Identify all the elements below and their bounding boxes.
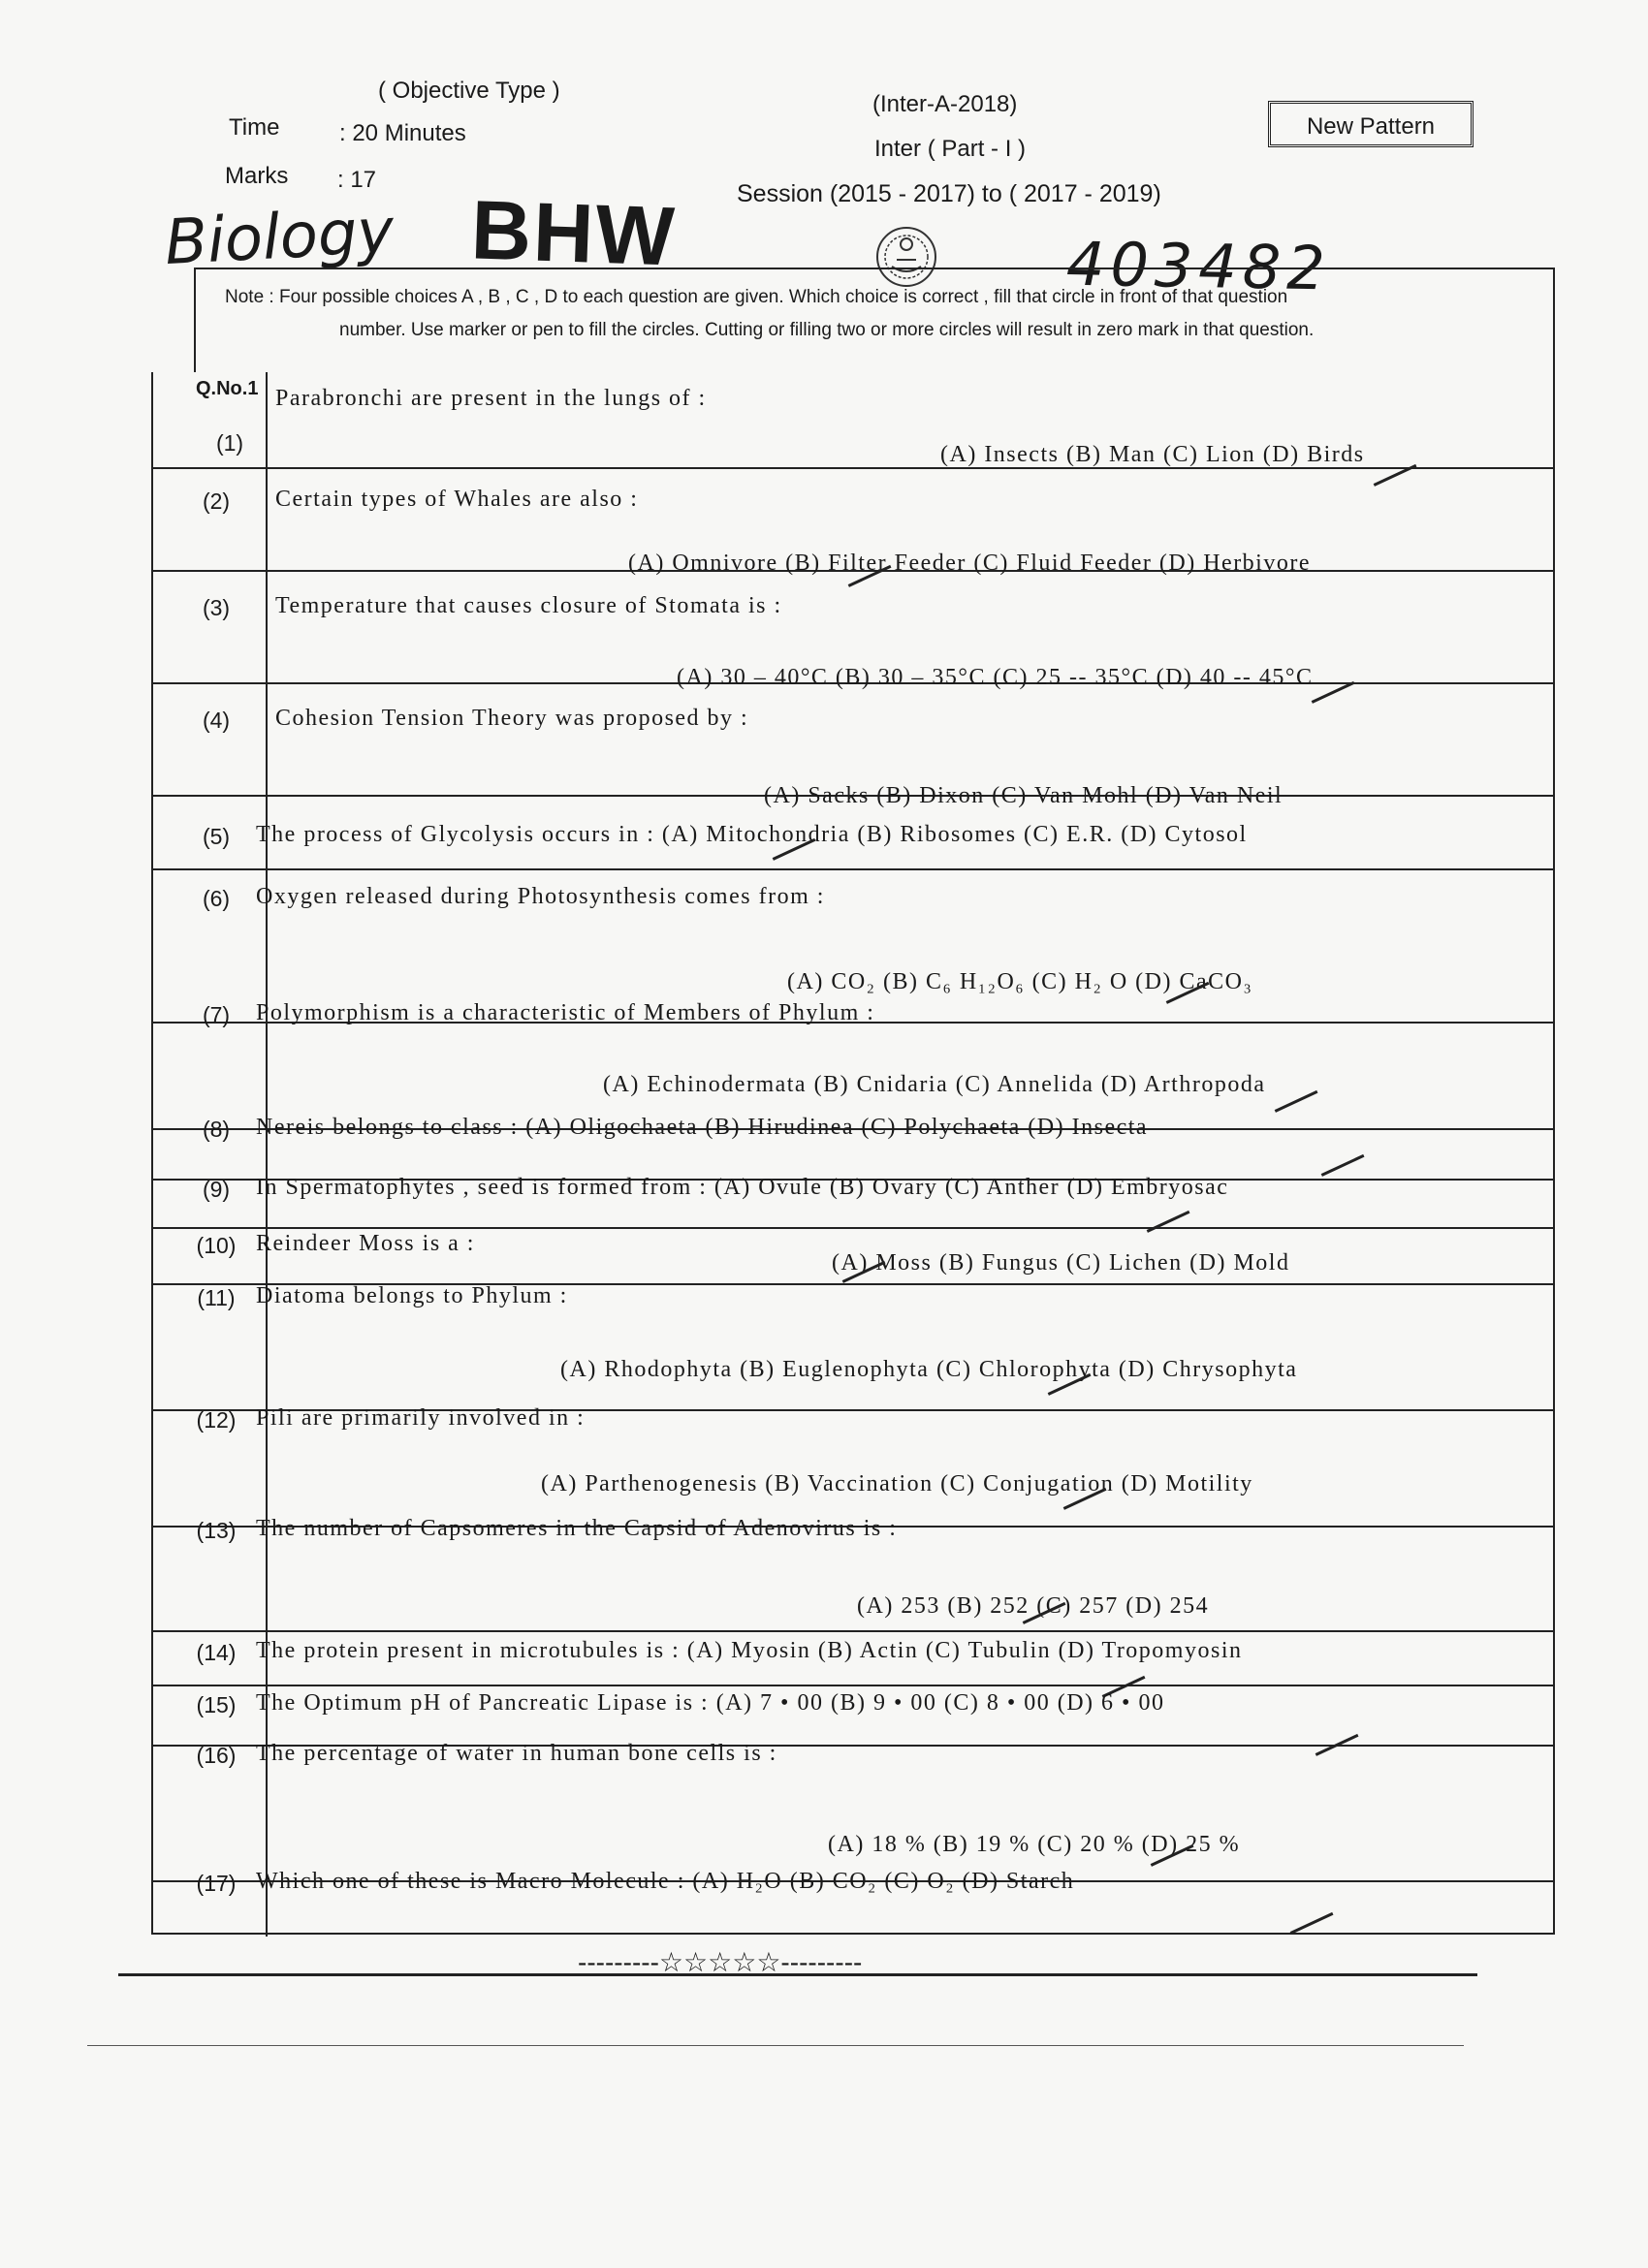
- handwritten-subject: Biology: [163, 195, 396, 280]
- question-options: (A) Rhodophyta (B) Euglenophyta (C) Chlorophyta (D) Chrysophyta: [560, 1357, 1298, 1382]
- question-options: (A) Insects (B) Man (C) Lion (D) Birds: [940, 442, 1365, 467]
- exam-part: Inter ( Part - I ): [874, 136, 1027, 162]
- question-number: (16): [196, 1743, 237, 1768]
- question-number: (13): [196, 1518, 237, 1543]
- question-stem: The percentage of water in human bone cells is :: [256, 1741, 777, 1766]
- question-number: (3): [202, 595, 231, 620]
- question-stem: The Optimum pH of Pancreatic Lipase is : (A) 7 • 00 (B) 9 • 00 (C) 8 • 00 (D) 6 • 00: [256, 1690, 1165, 1716]
- question-options: (A) 253 (B) 252 (C) 257 (D) 254: [857, 1593, 1210, 1619]
- divider: [118, 1973, 1477, 1976]
- new-pattern-badge: New Pattern: [1268, 101, 1474, 147]
- question-number: (7): [202, 1002, 231, 1027]
- paper-type: ( Objective Type ): [378, 78, 560, 104]
- question-number: (6): [202, 886, 231, 911]
- question-stem: Polymorphism is a characteristic of Members of Phylum :: [256, 1000, 875, 1025]
- question-row: [151, 684, 1555, 797]
- question-number: (11): [197, 1285, 236, 1310]
- question-stem: Temperature that causes closure of Stomata is :: [275, 593, 782, 618]
- question-stem: Diatoma belongs to Phylum :: [256, 1283, 568, 1308]
- question-options: (A) Sacks (B) Dixon (C) Van Mohl (D) Van Neil: [764, 783, 1284, 808]
- exam-code: (Inter-A-2018): [872, 91, 1018, 117]
- question-row: [151, 1528, 1555, 1632]
- marks-value: : 17: [337, 167, 377, 193]
- end-marker: ---------☆☆☆☆☆---------: [578, 1947, 863, 1977]
- question-options: (A) CO₂ (B) C₆ H₁₂O₆ (C) H₂ O (D) CaCO₃: [787, 969, 1253, 994]
- question-number: (8): [202, 1117, 231, 1142]
- question-row: [151, 1747, 1555, 1882]
- question-stem: Parabronchi are present in the lungs of :: [275, 386, 707, 411]
- question-options: (A) Parthenogenesis (B) Vaccination (C) Conjugation (D) Motility: [541, 1471, 1253, 1496]
- question-stem: Pili are primarily involved in :: [256, 1405, 586, 1431]
- time-label: Time: [229, 114, 280, 141]
- question-stem: The process of Glycolysis occurs in : (A) Mitochondria (B) Ribosomes (C) E.R. (D) Cytosol: [256, 822, 1248, 847]
- time-value: : 20 Minutes: [339, 120, 466, 146]
- marks-label: Marks: [225, 163, 289, 189]
- question-options: (A) Omnivore (B) Filter Feeder (C) Fluid Feeder (D) Herbivore: [628, 551, 1311, 576]
- question-number: (2): [202, 488, 231, 514]
- handwritten-code: BHW: [469, 183, 679, 284]
- question-number: (14): [196, 1640, 237, 1665]
- question-number: (9): [202, 1177, 231, 1202]
- question-number: (5): [202, 824, 231, 849]
- question-number: (12): [196, 1407, 237, 1433]
- note-line-2: number. Use marker or pen to fill the circles. Cutting or filling two or more circles will result in zero mark in that question.: [339, 320, 1315, 340]
- question-stem: Which one of these is Macro Molecule : (A) H₂O (B) CO₂ (C) O₂ (D) Starch: [256, 1869, 1075, 1894]
- question-options: (A) Echinodermata (B) Cnidaria (C) Annelida (D) Arthropoda: [603, 1072, 1266, 1097]
- question-number: (1): [215, 430, 244, 456]
- question-number: (10): [196, 1233, 237, 1258]
- question-stem: Cohesion Tension Theory was proposed by :: [275, 706, 749, 731]
- question-stem: In Spermatophytes , seed is formed from : (A) Ovule (B) Ovary (C) Anther (D) Embryosac: [256, 1175, 1229, 1200]
- divider: [87, 2045, 1464, 2046]
- question-options: (A) 18 % (B) 19 % (C) 20 % (D) 25 %: [828, 1832, 1241, 1857]
- question-stem: Reindeer Moss is a :: [256, 1231, 475, 1256]
- question-options: (A) 30 – 40°C (B) 30 – 35°C (C) 25 -- 35°C (D) 40 -- 45°C: [677, 665, 1314, 690]
- question-stem: Nereis belongs to class : (A) Oligochaeta (B) Hirudinea (C) Polychaeta (D) Insecta: [256, 1115, 1149, 1140]
- question-number: (4): [202, 708, 231, 733]
- session: Session (2015 - 2017) to ( 2017 - 2019): [737, 180, 1161, 207]
- handwritten-number: 403482: [1065, 228, 1332, 304]
- question-options: (A) Moss (B) Fungus (C) Lichen (D) Mold: [832, 1250, 1290, 1276]
- question-number: (17): [196, 1871, 237, 1896]
- question-stem: Oxygen released during Photosynthesis comes from :: [256, 884, 825, 909]
- question-group-label: Q.No.1: [196, 378, 259, 399]
- question-stem: Certain types of Whales are also :: [275, 487, 639, 512]
- question-number: (15): [196, 1692, 237, 1717]
- note-line-1: Note : Four possible choices A , B , C , D to each question are given. Which choice is correct , fill that circle in front of that question: [225, 287, 1288, 307]
- question-stem: The protein present in microtubules is : (A) Myosin (B) Actin (C) Tubulin (D) Tropomyosin: [256, 1638, 1243, 1663]
- question-stem: The number of Capsomeres in the Capsid of Adenovirus is :: [256, 1516, 898, 1541]
